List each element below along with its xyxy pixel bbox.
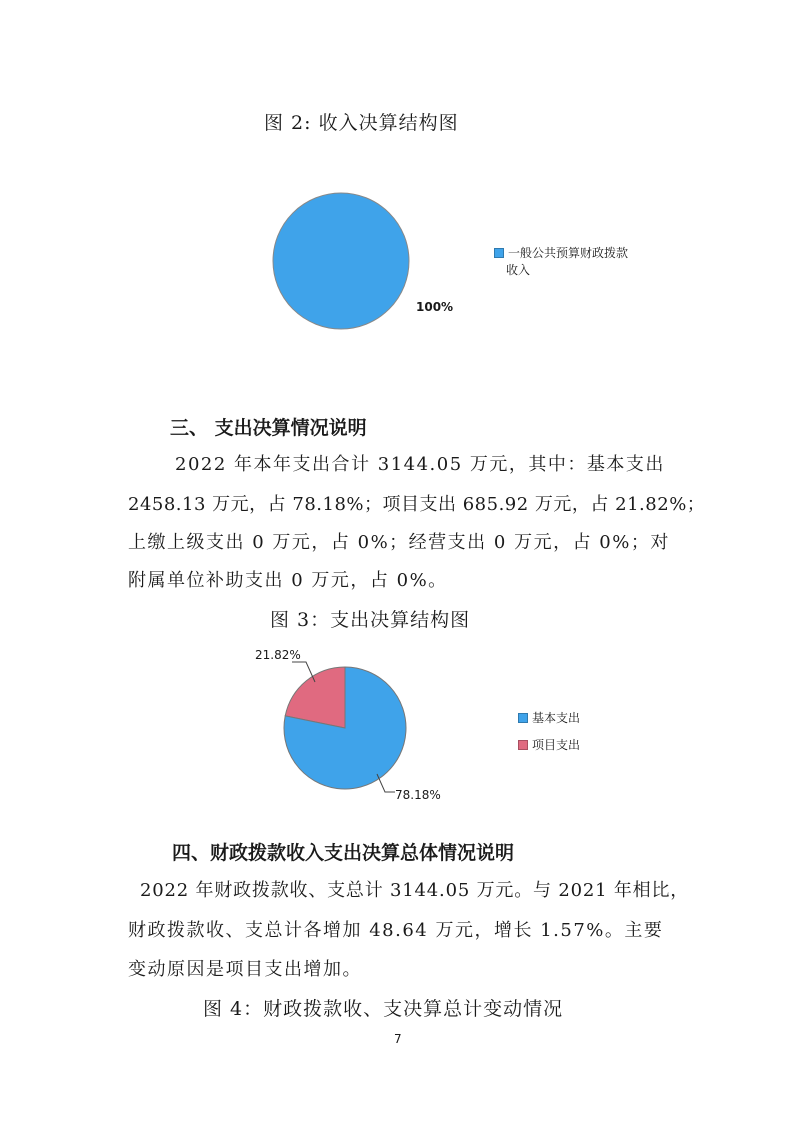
section-3-line-3: 上缴上级支出 0 万元，占 0%；经营支出 0 万元，占 0%；对 [128,532,670,553]
figure-4-title: 图 4：财政拨款收、支决算总计变动情况 [203,998,564,1020]
legend-swatch-project [518,740,528,750]
legend-swatch-basic [518,713,528,723]
legend-label-line1: 一般公共预算财政拨款 [508,246,629,260]
figure-2-pie-chart [270,190,412,332]
section-4-line-1: 2022 年财政拨款收、支总计 3144.05 万元。与 2021 年相比， [140,880,690,901]
section-3-line-1: 2022 年本年支出合计 3144.05 万元，其中：基本支出 [175,454,665,475]
section-4-line-2: 财政拨款收、支总计各增加 48.64 万元，增长 1.57%。主要 [128,920,664,941]
legend-label-basic: 基本支出 [532,711,581,725]
section-3-line-4: 附属单位补助支出 0 万元，占 0%。 [128,570,448,591]
section-4-heading: 四、财政拨款收入支出决算总体情况说明 [172,842,515,864]
legend-label-line2: 收入 [506,263,531,277]
figure-3-label-basic: 78.18% [395,788,441,802]
figure-2-title: 图 2: 收入决算结构图 [264,112,459,134]
legend-swatch-general-budget [494,248,504,258]
figure-2-legend-item [494,244,628,261]
section-3-line-2: 2458.13 万元，占 78.18%；项目支出 685.92 万元，占 21.82%； [128,494,706,515]
legend-item-basic [518,709,580,726]
page-number: 7 [394,1032,402,1046]
figure-3-label-project: 21.82% [255,648,301,662]
figure-2-data-label: 100% [416,300,454,314]
pie-slice-general-budget-revenue [273,193,409,329]
legend-label-project: 项目支出 [532,738,581,752]
section-4-line-3: 变动原因是项目支出增加。 [128,959,362,980]
legend-item-project [518,736,580,753]
figure-3-title: 图 3：支出决算结构图 [270,609,471,631]
figure-2-legend-item-cont [506,261,530,278]
section-3-heading: 三、 支出决算情况说明 [170,417,367,439]
figure-3-leader-line-basic [375,770,405,800]
figure-3-legend [518,709,580,753]
figure-3-leader-line-project [290,660,320,690]
